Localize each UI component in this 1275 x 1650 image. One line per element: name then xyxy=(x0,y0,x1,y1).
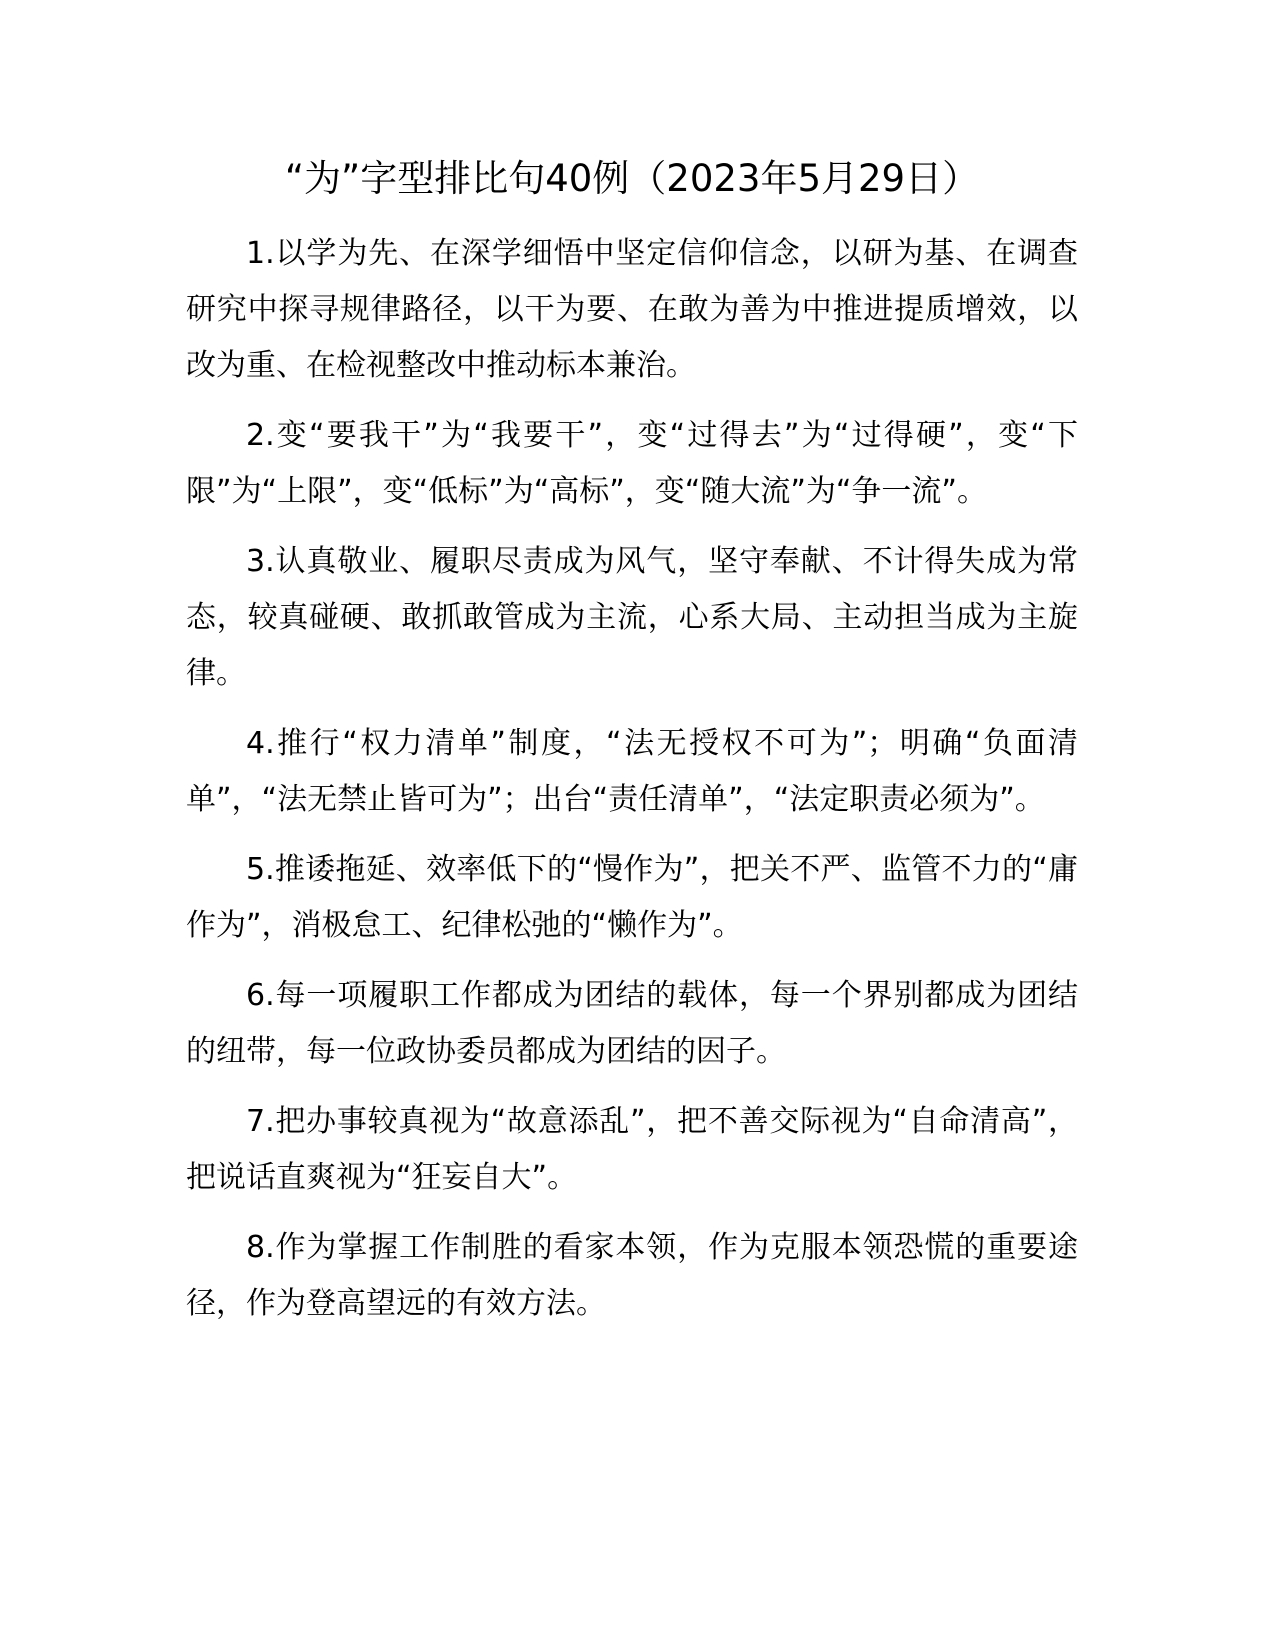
paragraph-6: 6.每一项履职工作都成为团结的载体，每一个界别都成为团结的纽带，每一位政协委员都成为团结的因子。 xyxy=(186,978,1078,1069)
paragraph-1: 1.以学为先、在深学细悟中坚定信仰信念，以研为基、在调查研究中探寻规律路径，以干为要、在敢为善为中推进提质增效，以改为重、在检视整改中推动标本兼治。 xyxy=(186,236,1078,383)
document-page xyxy=(186,146,1078,1332)
paragraph-3: 3.认真敬业、履职尽责成为风气，坚守奉献、不计得失成为常态，较真碰硬、敢抓敢管成为主流，心系大局、主动担当成为主旋律。 xyxy=(186,544,1078,691)
paragraph-8: 8.作为掌握工作制胜的看家本领，作为克服本领恐慌的重要途径，作为登高望远的有效方法。 xyxy=(186,1230,1078,1321)
paragraph-7: 7.把办事较真视为“故意添乱”，把不善交际视为“自命清高”，把说话直爽视为“狂妄自大”。 xyxy=(186,1104,1078,1195)
paragraph-4: 4.推行“权力清单”制度，“法无授权不可为”；明确“负面清单”，“法无禁止皆可为”；出台“责任清单”，“法定职责必须为”。 xyxy=(186,726,1078,817)
paragraph-2: 2.变“要我干”为“我要干”，变“过得去”为“过得硬”，变“下限”为“上限”，变“低标”为“高标”，变“随大流”为“争一流”。 xyxy=(186,418,1078,509)
paragraph-5: 5.推诿拖延、效率低下的“慢作为”，把关不严、监管不力的“庸作为”，消极怠工、纪律松弛的“懒作为”。 xyxy=(186,852,1078,943)
document-title: “为”字型排比句40例（2023年5月29日） xyxy=(284,157,980,200)
